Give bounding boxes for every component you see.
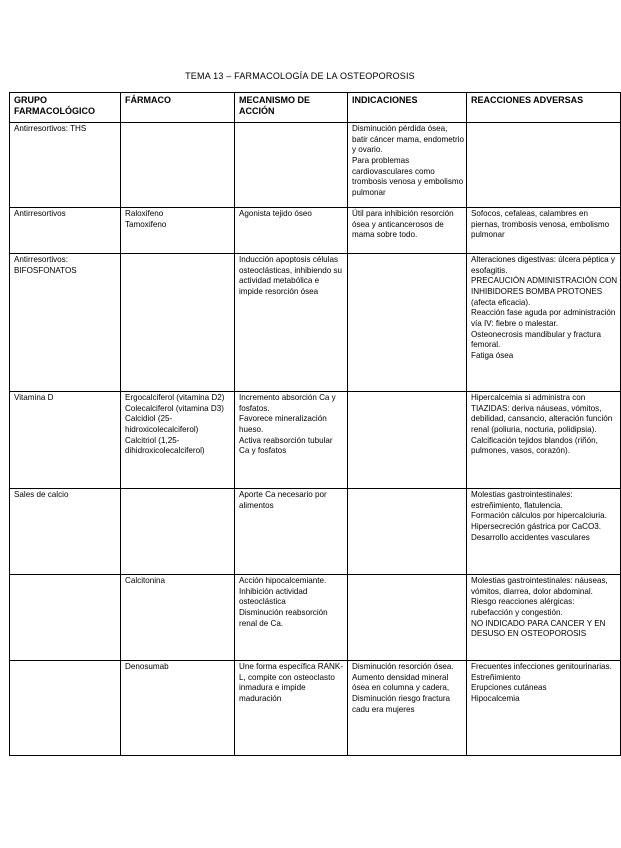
cell-mecanismo	[235, 123, 348, 208]
cell-line: NO INDICADO PARA CANCER Y EN DESUSO EN OSTEOPOROSIS	[471, 618, 608, 639]
cell-line: Denosumab	[125, 662, 169, 671]
cell-mecanismo	[235, 661, 348, 756]
cell-line: Acción hipocalcemiante.	[239, 576, 327, 585]
cell-indicaciones	[348, 575, 467, 661]
cell-line: Útil para inhibición resorción ósea y anticancerosos de mama sobre todo.	[352, 209, 456, 240]
cell-farmaco	[121, 123, 235, 208]
table-row	[10, 254, 621, 392]
cell-line: Reacción fase aguda por administración vía IV: fiebre o malestar.	[471, 308, 618, 329]
cell-farmaco	[121, 392, 235, 489]
cell-farmaco	[121, 208, 235, 254]
cell-line: Formación cálculos por hipercalciuria.	[471, 511, 607, 521]
cell-indicaciones	[348, 254, 467, 392]
table-row	[10, 661, 621, 756]
cell-reacciones	[467, 208, 621, 254]
cell-line: Antirresortivos: THS	[14, 124, 87, 133]
cell-indicaciones	[348, 392, 467, 489]
cell-farmaco	[121, 661, 235, 756]
table-body	[10, 123, 621, 756]
header-grupo: GRUPO FARMACOLÓGICO	[10, 93, 121, 123]
cell-line: Incremento absorción Ca y fosfatos.	[239, 393, 338, 413]
cell-grupo	[10, 489, 121, 575]
cell-line: Colecalciferol (vitamina D3)	[125, 403, 224, 413]
cell-line: Molestias gastrointestinales: estreñimiento, flatulencia.	[471, 490, 575, 510]
header-indicaciones: INDICACIONES	[348, 93, 467, 123]
header-farmaco: FÁRMACO	[121, 93, 235, 123]
cell-indicaciones	[348, 123, 467, 208]
cell-line: Hipercalcemia si administra con TIAZIDAS: deriva náuseas, vómitos, debilidad, cansancio, alteración función renal (poliuria, nocturia, polidipsia).	[471, 393, 615, 435]
cell-grupo	[10, 208, 121, 254]
table-row	[10, 489, 621, 575]
cell-line: Ergocalciferol (vitamina D2)	[125, 393, 225, 402]
header-mecanismo: MECANISMO DE ACCIÓN	[235, 93, 348, 123]
cell-line: Fatiga ósea	[471, 351, 514, 361]
cell-indicaciones	[348, 208, 467, 254]
cell-line: Inducción apoptosis células osteoclásticas, inhibiendo su actividad metabólica e impide resorción ósea	[239, 255, 345, 297]
cell-grupo	[10, 575, 121, 661]
cell-line: Osteonecrosis mandibular y fractura femoral.	[471, 329, 604, 350]
cell-grupo	[10, 661, 121, 756]
cell-reacciones	[467, 123, 621, 208]
cell-line: Disminución riesgo fractura cadu era mujeres	[352, 694, 453, 714]
cell-farmaco	[121, 575, 235, 661]
cell-line: Hipersecreción gástrica por CaCO3.	[471, 522, 602, 532]
cell-farmaco	[121, 254, 235, 392]
cell-line: Para problemas cardiovasculares como trombosis venosa y embolismo pulmonar	[352, 156, 466, 198]
cell-line: Favorece mineralización hueso.	[239, 414, 329, 435]
cell-line: Aporte Ca necesario por alimentos	[239, 490, 329, 510]
cell-line: Sales de calcio	[14, 490, 69, 499]
cell-line: Calcificación tejidos blandos (riñón, pulmones, vasos, corazón).	[471, 435, 601, 456]
table-row	[10, 208, 621, 254]
cell-line: Disminución reabsorción renal de Ca.	[239, 608, 330, 628]
cell-line: Estreñimiento	[471, 672, 521, 682]
header-reacciones: REACCIONES ADVERSAS	[467, 93, 621, 123]
cell-line: PRECAUCIÓN ADMINISTRACIÓN CON INHIBIDORES BOMBA PROTONES (afecta eficacia).	[471, 276, 620, 307]
table-row	[10, 123, 621, 208]
cell-reacciones	[467, 254, 621, 392]
table-row	[10, 392, 621, 489]
cell-line: Antirresortivos	[14, 209, 66, 218]
cell-farmaco	[121, 489, 235, 575]
cell-grupo	[10, 392, 121, 489]
cell-line: Desarrollo accidentes vasculares	[471, 532, 590, 542]
cell-line: Disminución pérdida ósea, batir cáncer mama, endometrio y ovario.	[352, 124, 467, 155]
cell-line: Disminución resorción ósea.	[352, 662, 454, 671]
cell-line: Sofocos, cefaleas, calambres en piernas, trombosis venosa, embolismo pulmonar	[471, 209, 612, 240]
table-header-row	[10, 93, 621, 123]
cell-line: Molestias gastrointestinales: náuseas, vómitos, diarrea, dolor abdominal.	[471, 576, 611, 596]
cell-line: Calcidiol (25-hidroxicolecalciferol)	[125, 414, 199, 435]
cell-line: Calcitriol (1,25-dihidroxicolecalciferol)	[125, 435, 205, 456]
cell-line: Riesgo reacciones alérgicas: rubefacción y congestión.	[471, 597, 577, 618]
cell-line: Calcitonina	[125, 576, 166, 585]
cell-line: Antirresortivos: BIFOSFONATOS	[14, 255, 77, 275]
cell-line: Tamoxifeno	[125, 219, 167, 229]
cell-mecanismo	[235, 392, 348, 489]
cell-line: Erupciones cutáneas	[471, 683, 547, 693]
cell-reacciones	[467, 392, 621, 489]
cell-line: Activa reabsorción tubular Ca y fosfatos	[239, 435, 335, 456]
cell-reacciones	[467, 575, 621, 661]
cell-reacciones	[467, 661, 621, 756]
cell-line: Aumento densidad mineral ósea en columna y cadera,	[352, 672, 451, 693]
cell-line: Raloxifeno	[125, 209, 164, 218]
table-row	[10, 575, 621, 661]
cell-line: Inhibición actividad osteoclástica	[239, 586, 310, 607]
cell-grupo	[10, 254, 121, 392]
cell-line: Vitamina D	[14, 393, 54, 402]
document-title: TEMA 13 – FARMACOLOGÍA DE LA OSTEOPOROSIS	[185, 71, 415, 81]
cell-reacciones	[467, 489, 621, 575]
cell-indicaciones	[348, 661, 467, 756]
cell-mecanismo	[235, 208, 348, 254]
cell-line: Hipocalcemia	[471, 694, 520, 704]
cell-line: Alteraciones digestivas: úlcera péptica y esofagitis.	[471, 255, 618, 275]
cell-mecanismo	[235, 489, 348, 575]
cell-line: Une forma específica RANK-L, compite con osteoclasto inmadura e impide maduración	[239, 662, 343, 704]
cell-indicaciones	[348, 489, 467, 575]
cell-line: Frecuentes infecciones genitourinarias.	[471, 662, 612, 671]
cell-mecanismo	[235, 575, 348, 661]
cell-grupo	[10, 123, 121, 208]
cell-mecanismo	[235, 254, 348, 392]
cell-line: Agonista tejido óseo	[239, 209, 312, 218]
pharmacology-table	[9, 92, 621, 756]
